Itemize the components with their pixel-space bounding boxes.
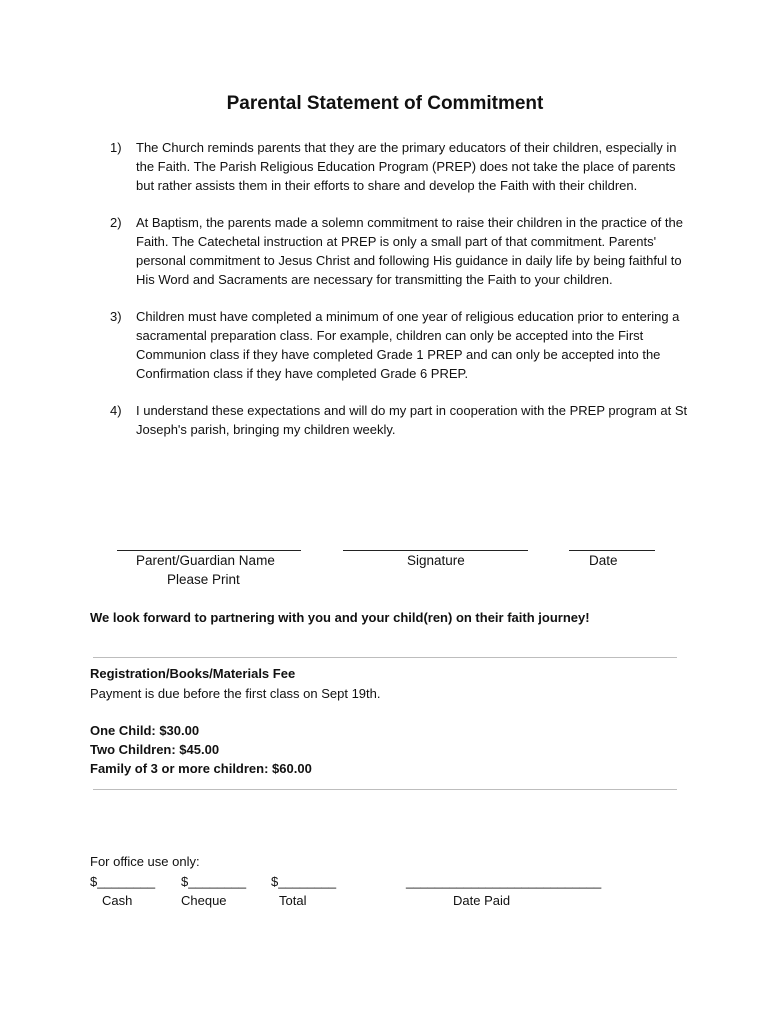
date-paid-label: Date Paid	[453, 893, 511, 908]
item-text: Children must have completed a minimum of one year of religious education prior to entering a sacramental preparation class. For example, children can only be accepted into the First Communion class if they have completed Grade 1 PREP and can only be accepted into the Confirmation class if they have completed Grade 6 PREP.	[136, 309, 680, 381]
parent-name-line[interactable]	[117, 550, 301, 551]
list-item	[110, 401, 690, 439]
divider	[93, 789, 677, 790]
commitment-list	[110, 138, 690, 457]
item-number: 4)	[110, 403, 122, 418]
cheque-label: Cheque	[181, 893, 227, 908]
date-label: Date	[589, 553, 618, 568]
signature-line[interactable]	[343, 550, 528, 551]
list-item	[110, 307, 690, 383]
payment-note: Payment is due before the first class on Sept 19th.	[90, 686, 381, 701]
total-field[interactable]: $________	[271, 874, 337, 889]
signature-label: Signature	[407, 553, 465, 568]
item-number: 3)	[110, 309, 122, 324]
divider	[93, 657, 677, 658]
fee-heading: Registration/Books/Materials Fee	[90, 666, 296, 681]
list-item	[110, 138, 690, 195]
please-print-label: Please Print	[167, 572, 240, 587]
parent-name-label: Parent/Guardian Name	[136, 553, 275, 568]
item-text: At Baptism, the parents made a solemn commitment to raise their children in the practice of the Faith. The Catechetal instruction at PREP is only a small part of that commitment. Parents' personal commitment to Jesus Christ and following His guidance in daily life by being faithful to His Word and Sacraments are necessary for transmitting the Faith to your children.	[136, 215, 683, 287]
total-label: Total	[279, 893, 307, 908]
list-item	[110, 213, 690, 289]
fee-two-children: Two Children: $45.00	[90, 742, 220, 757]
item-number: 1)	[110, 140, 122, 155]
cash-field[interactable]: $________	[90, 874, 156, 889]
cheque-field[interactable]: $________	[181, 874, 247, 889]
cash-label: Cash	[102, 893, 133, 908]
office-use-heading: For office use only:	[90, 854, 200, 869]
page-title: Parental Statement of Commitment	[226, 93, 544, 114]
item-number: 2)	[110, 215, 122, 230]
date-paid-field[interactable]: ___________________________	[406, 874, 602, 889]
item-text: I understand these expectations and will do my part in cooperation with the PREP program at St Joseph's parish, bringing my children weekly.	[136, 403, 688, 437]
item-text: The Church reminds parents that they are the primary educators of their children, especially in the Faith. The Parish Religious Education Program (PREP) does not take the place of parents but rather assists them in their efforts to share and develop the Faith with their children.	[136, 140, 677, 193]
closing-statement: We look forward to partnering with you and your child(ren) on their faith journey!	[90, 610, 590, 625]
date-line[interactable]	[569, 550, 655, 551]
fee-family: Family of 3 or more children: $60.00	[90, 761, 312, 776]
fee-one-child: One Child: $30.00	[90, 723, 200, 738]
